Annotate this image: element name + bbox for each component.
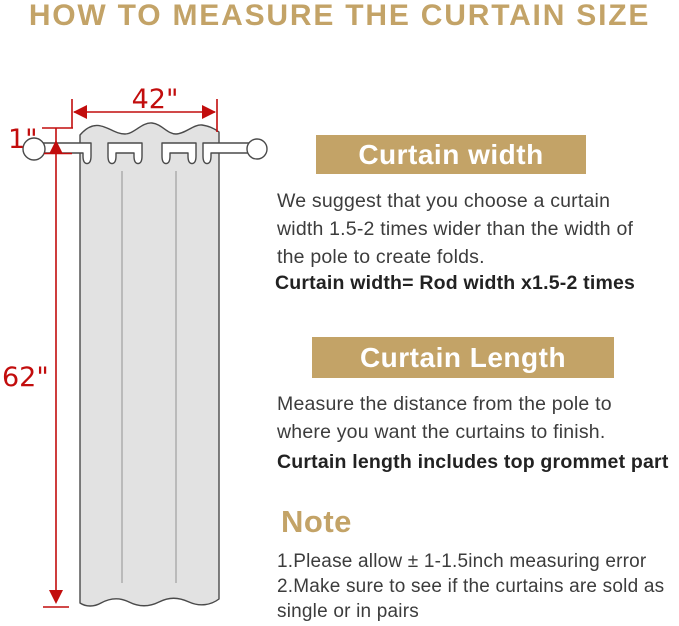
- grommet-measurement-label: 1": [8, 124, 38, 155]
- note-item: 1.Please allow ± 1-1.5inch measuring error: [277, 551, 647, 572]
- curtain-length-heading-label: Curtain Length: [359, 341, 567, 373]
- rod-finial-right: [247, 139, 267, 159]
- curtain-width-body: We suggest that you choose a curtain width 1.5-2 times wider than the width of the pole to create folds.: [277, 190, 634, 268]
- note-list: [277, 549, 677, 624]
- arrowhead-right-icon: [202, 105, 216, 119]
- curtain-width-heading-label: Curtain width: [358, 138, 544, 170]
- note-item: 2.Make sure to see if the curtains are sold as single or in pairs: [277, 576, 665, 622]
- curtain-width-formula: Curtain width= Rod width x1.5-2 times: [275, 272, 636, 294]
- arrowhead-down-icon: [49, 590, 63, 604]
- curtain-length-formula: Curtain length includes top grommet part: [277, 451, 669, 473]
- curtain-length-heading: [312, 337, 614, 378]
- curtain-length-body: Measure the distance from the pole to where you want the curtains to finish.: [277, 393, 612, 443]
- width-measurement-label: 42": [131, 84, 179, 115]
- length-measurement-label: 62": [2, 362, 49, 393]
- curtain-diagram: [0, 0, 280, 626]
- curtain-rod-right: [203, 143, 250, 164]
- note-heading: Note: [281, 504, 352, 539]
- curtain-width-heading: [316, 135, 586, 174]
- curtain-body: [80, 123, 219, 606]
- page-title: HOW TO MEASURE THE CURTAIN SIZE: [28, 0, 651, 32]
- arrowhead-left-icon: [73, 105, 87, 119]
